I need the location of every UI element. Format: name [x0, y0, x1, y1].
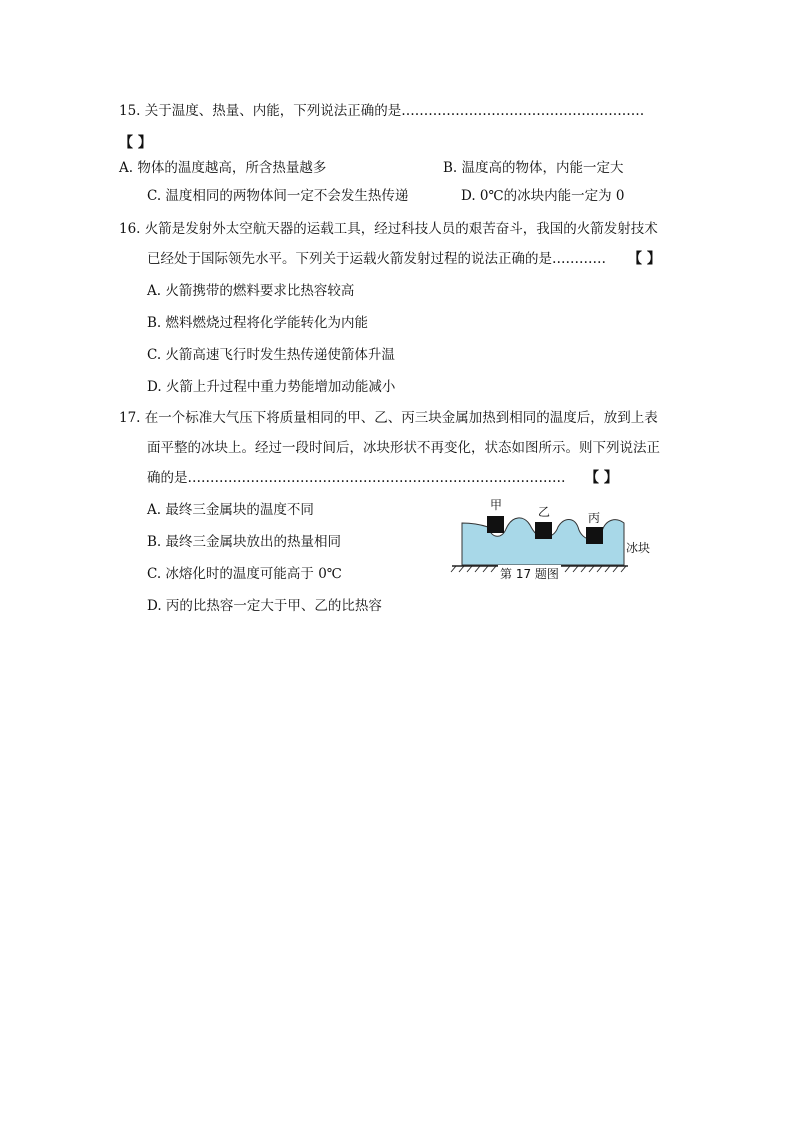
- figure-caption: 第 17 题图: [500, 567, 559, 581]
- q15-option-a: A. 物体的温度越高，所含热量越多: [119, 160, 327, 176]
- q17-option-a: A. 最终三金属块的温度不同: [147, 502, 314, 518]
- q17-stem-line2: 面平整的冰块上。经过一段时间后，冰块形状不再变化，状态如图所示。则下列说法正: [147, 440, 660, 456]
- q15-option-b: B. 温度高的物体，内能一定大: [443, 160, 624, 176]
- q17-option-d: D. 丙的比热容一定大于甲、乙的比热容: [147, 598, 382, 614]
- q15-answer-bracket: 【 】: [119, 135, 152, 151]
- q17-answer-bracket: 【 】: [585, 470, 618, 486]
- q15-stem: 15. 关于温度、热量、内能，下列说法正确的是………………………………………………: [119, 103, 645, 119]
- metal-block-yi: [535, 522, 552, 539]
- label-bing: 丙: [588, 511, 601, 525]
- q16-option-b: B. 燃料燃烧过程将化学能转化为内能: [147, 315, 369, 331]
- q17-option-b: B. 最终三金属块放出的热量相同: [147, 534, 342, 550]
- label-ice: 冰块: [626, 541, 651, 555]
- q16-option-c: C. 火箭高速飞行时发生热传递使箭体升温: [147, 347, 395, 363]
- q16-option-d: D. 火箭上升过程中重力势能增加动能减小: [147, 379, 396, 395]
- q17-figure: [450, 495, 660, 585]
- q15-option-d: D. 0℃的冰块内能一定为 0: [461, 188, 625, 204]
- metal-block-jia: [487, 516, 504, 533]
- q17-stem-line1: 17. 在一个标准大气压下将质量相同的甲、乙、丙三块金属加热到相同的温度后，放到上表: [119, 410, 658, 426]
- label-jia: 甲: [490, 498, 503, 512]
- q16-answer-bracket: 【 】: [628, 251, 661, 267]
- q16-stem-line1: 16. 火箭是发射外太空航天器的运载工具，经过科技人员的艰苦奋斗，我国的火箭发射技术: [119, 221, 658, 237]
- q17-stem-line3: 确的是…………………………………………………………………………: [147, 470, 566, 486]
- metal-block-bing: [586, 527, 603, 544]
- q17-option-c: C. 冰熔化时的温度可能高于 0℃: [147, 566, 342, 582]
- label-yi: 乙: [538, 505, 551, 519]
- q15-option-c: C. 温度相同的两物体间一定不会发生热传递: [147, 188, 409, 204]
- q16-option-a: A. 火箭携带的燃料要求比热容较高: [147, 283, 355, 299]
- q16-stem-line2: 已经处于国际领先水平。下列关于运载火箭发射过程的说法正确的是…………: [147, 251, 606, 267]
